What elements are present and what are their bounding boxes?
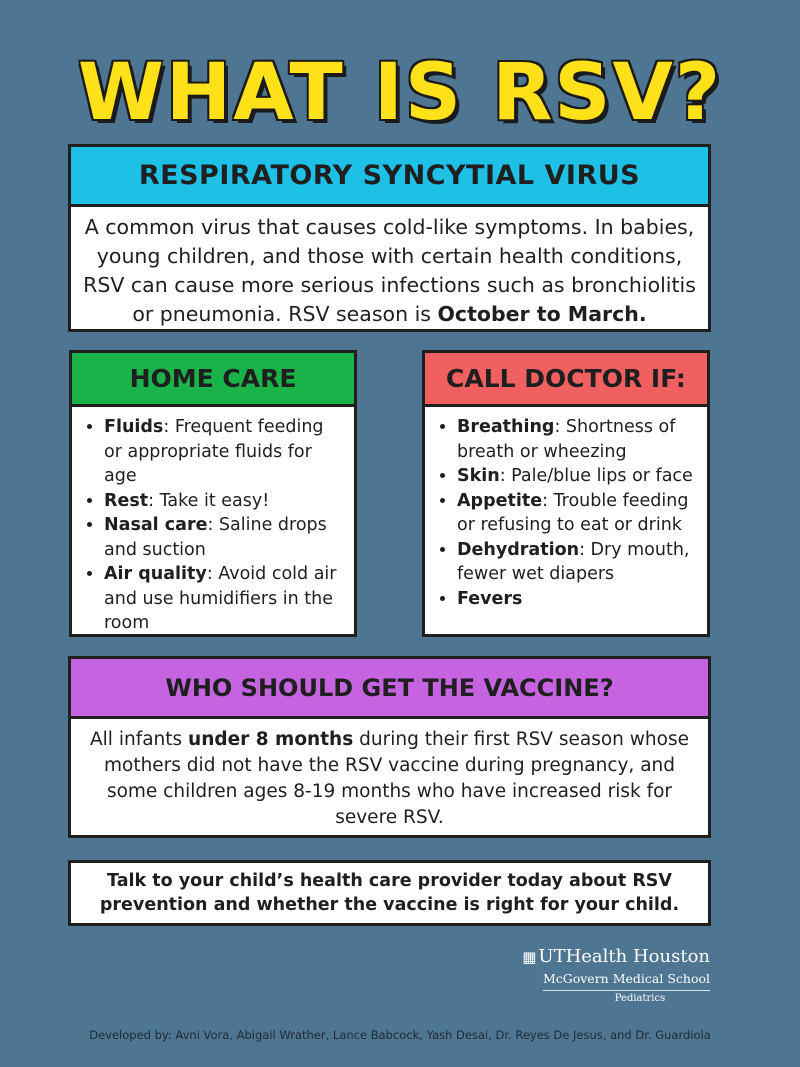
home-care-heading: HOME CARE (72, 353, 354, 407)
list-item (104, 562, 344, 636)
item-text: : Shortness of breath or wheezing (457, 417, 676, 462)
item-term: Appetite (457, 490, 543, 511)
call-doctor-list (425, 415, 707, 611)
list-item (457, 587, 697, 612)
item-term: Rest (104, 490, 149, 511)
call-doctor-heading: CALL DOCTOR IF: (425, 353, 707, 407)
logo-mark-icon: ▦ (522, 948, 537, 966)
item-text: : Avoid cold air and use humidifiers in the room (104, 564, 337, 633)
vaccine-text-before: All infants (90, 729, 189, 750)
item-text: : Take it easy! (148, 490, 270, 511)
logo-dept: Pediatrics (614, 993, 666, 1004)
intro-heading: RESPIRATORY SYNCYTIAL VIRUS (71, 147, 708, 207)
credits: Developed by: Avni Vora, Abigail Wrather, Lance Babcock, Yash Desai, Dr. Reyes De Jesus, and Dr. Guardiola (89, 1028, 711, 1042)
home-care-card (69, 350, 357, 637)
item-term: Breathing (457, 417, 555, 437)
vaccine-text (71, 719, 708, 831)
intro-card (68, 144, 711, 332)
call-doctor-card (422, 350, 710, 637)
item-text: : Pale/blue lips or face (499, 466, 693, 486)
item-term: Skin (457, 466, 500, 486)
intro-emphasis: October to March. (437, 302, 647, 326)
logo-school: McGovern Medical School (543, 970, 710, 991)
item-text: : Saline drops and suction (104, 515, 327, 560)
item-term: Fluids (104, 417, 164, 437)
item-text: : Dry mouth, fewer wet diapers (457, 539, 690, 584)
logo-name: UTHealth Houston (538, 946, 710, 967)
item-term: Dehydration (457, 539, 580, 560)
intro-body: A common virus that causes cold-like symptoms. In babies, young children, and those with certain health conditions, RSV can cause more serious infections such as bronchiolitis or pneumonia. RSV season is (83, 215, 696, 326)
list-item (104, 513, 344, 562)
vaccine-text-after: during their first RSV season whose mothers did not have the RSV vaccine during pregnancy, and some children ages 8-19 months who have increased risk for severe RSV. (103, 729, 689, 828)
vaccine-card (68, 656, 711, 838)
list-item (457, 489, 697, 538)
item-term: Air quality (104, 564, 207, 584)
vaccine-heading: WHO SHOULD GET THE VACCINE? (71, 659, 708, 719)
uthealth-logo (510, 946, 710, 1007)
list-item (104, 489, 344, 514)
talk-callout: Talk to your child’s health care provider today about RSV prevention and whether the vaccine is right for your child. (68, 860, 711, 926)
list-item (457, 464, 697, 489)
list-item (104, 415, 344, 489)
intro-text (71, 207, 708, 329)
item-term: Fevers (457, 588, 523, 609)
vaccine-emphasis: under 8 months (188, 729, 354, 750)
home-care-list (72, 415, 354, 636)
list-item (457, 538, 697, 587)
list-item (457, 415, 697, 464)
item-text: : Trouble feeding or refusing to eat or drink (457, 490, 689, 535)
item-text: : Frequent feeding or appropriate fluids for age (104, 417, 324, 486)
item-term: Nasal care (104, 515, 208, 535)
page-title: WHAT IS RSV? (77, 48, 723, 138)
